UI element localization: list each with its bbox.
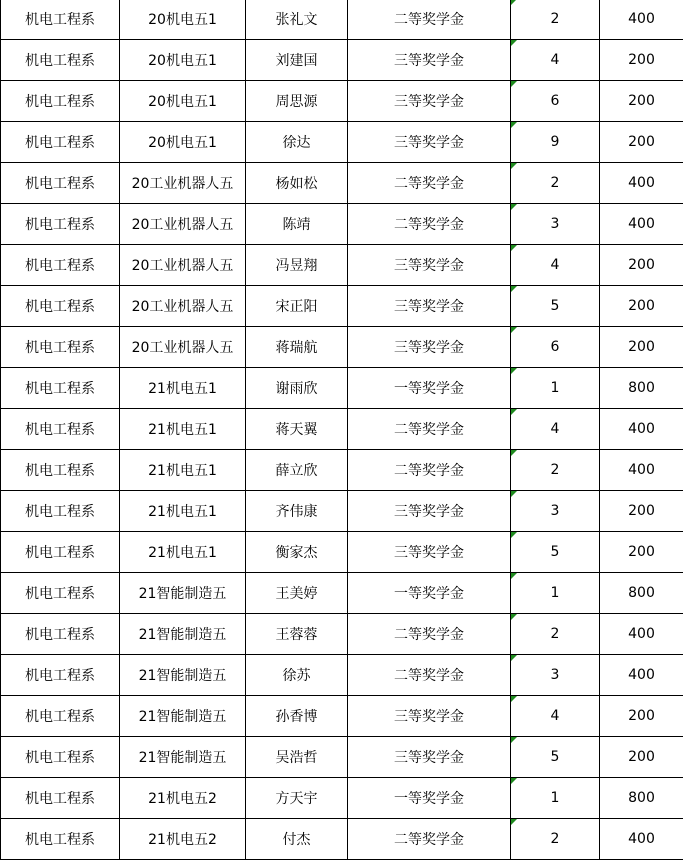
table-row: [1, 286, 683, 327]
rank-cell-text: 5: [550, 749, 560, 765]
class-cell[interactable]: [120, 409, 246, 450]
amount-cell[interactable]: [600, 0, 683, 40]
student-name-cell-text: 衡家杰: [275, 545, 318, 561]
department-cell-text: 机电工程系: [25, 340, 95, 356]
table-row: [1, 532, 683, 573]
department-cell-text: 机电工程系: [25, 381, 95, 397]
class-cell-text: 21机电五2: [148, 791, 217, 807]
table-row: [1, 655, 683, 696]
class-cell-text: 21智能制造五: [138, 709, 227, 725]
student-name-cell[interactable]: [246, 368, 348, 409]
department-cell[interactable]: [1, 368, 120, 409]
class-cell-text: 21智能制造五: [138, 750, 227, 766]
student-name-cell[interactable]: [246, 122, 348, 163]
number-stored-as-text-indicator: [511, 0, 517, 5]
award-cell-text: 二等奖学金: [394, 12, 464, 28]
class-cell-text: 20工业机器人五: [131, 340, 234, 356]
amount-cell-text: 200: [628, 708, 655, 724]
student-name-cell[interactable]: [246, 40, 348, 81]
department-cell-text: 机电工程系: [25, 627, 95, 643]
table-row: [1, 737, 683, 778]
amount-cell[interactable]: [600, 245, 683, 286]
award-cell[interactable]: [348, 778, 511, 819]
award-cell-text: 一等奖学金: [394, 586, 464, 602]
class-cell-text: 21机电五1: [148, 545, 217, 561]
class-cell[interactable]: [120, 491, 246, 532]
rank-cell-text: 1: [550, 585, 560, 601]
student-name-cell-text: 冯昱翔: [275, 258, 318, 274]
department-cell-text: 机电工程系: [25, 94, 95, 110]
amount-cell-text: 200: [628, 503, 655, 519]
award-cell[interactable]: [348, 245, 511, 286]
department-cell-text: 机电工程系: [25, 217, 95, 233]
department-cell-text: 机电工程系: [25, 791, 95, 807]
award-cell-text: 三等奖学金: [394, 53, 464, 69]
award-cell[interactable]: [348, 450, 511, 491]
award-cell-text: 三等奖学金: [394, 94, 464, 110]
number-stored-as-text-indicator: [511, 491, 517, 497]
award-cell-text: 二等奖学金: [394, 463, 464, 479]
department-cell[interactable]: [1, 81, 120, 122]
amount-cell-text: 200: [628, 339, 655, 355]
student-name-cell[interactable]: [246, 450, 348, 491]
number-stored-as-text-indicator: [511, 450, 517, 456]
amount-cell-text: 200: [628, 134, 655, 150]
amount-cell-text: 400: [628, 175, 655, 191]
department-cell-text: 机电工程系: [25, 176, 95, 192]
class-cell[interactable]: [120, 450, 246, 491]
department-cell[interactable]: [1, 286, 120, 327]
class-cell[interactable]: [120, 40, 246, 81]
department-cell-text: 机电工程系: [25, 135, 95, 151]
student-name-cell[interactable]: [246, 0, 348, 40]
rank-cell-text: 4: [550, 52, 560, 68]
award-cell-text: 三等奖学金: [394, 299, 464, 315]
student-name-cell-text: 宋正阳: [275, 299, 318, 315]
award-cell-text: 三等奖学金: [394, 545, 464, 561]
table-row: [1, 614, 683, 655]
number-stored-as-text-indicator: [511, 122, 517, 128]
student-name-cell-text: 谢雨欣: [275, 381, 318, 397]
student-name-cell[interactable]: [246, 409, 348, 450]
amount-cell[interactable]: [600, 614, 683, 655]
number-stored-as-text-indicator: [511, 286, 517, 292]
rank-cell-text: 9: [550, 134, 560, 150]
amount-cell-text: 400: [628, 462, 655, 478]
table-row: [1, 0, 683, 40]
number-stored-as-text-indicator: [511, 696, 517, 702]
amount-cell[interactable]: [600, 696, 683, 737]
department-cell[interactable]: [1, 204, 120, 245]
student-name-cell-text: 吴浩哲: [275, 750, 318, 766]
amount-cell[interactable]: [600, 409, 683, 450]
student-name-cell-text: 杨如松: [275, 176, 318, 192]
department-cell[interactable]: [1, 573, 120, 614]
number-stored-as-text-indicator: [511, 614, 517, 620]
rank-cell-text: 5: [550, 298, 560, 314]
class-cell-text: 21智能制造五: [138, 668, 227, 684]
amount-cell-text: 200: [628, 52, 655, 68]
amount-cell-text: 200: [628, 544, 655, 560]
class-cell-text: 20机电五1: [148, 135, 217, 151]
award-cell-text: 三等奖学金: [394, 258, 464, 274]
student-name-cell-text: 刘建国: [275, 53, 318, 69]
student-name-cell[interactable]: [246, 245, 348, 286]
award-cell[interactable]: [348, 819, 511, 860]
amount-cell[interactable]: [600, 778, 683, 819]
rank-cell[interactable]: [511, 614, 600, 655]
amount-cell[interactable]: [600, 491, 683, 532]
rank-cell[interactable]: [511, 327, 600, 368]
rank-cell[interactable]: [511, 368, 600, 409]
student-name-cell-text: 张礼文: [275, 12, 318, 28]
amount-cell[interactable]: [600, 450, 683, 491]
rank-cell[interactable]: [511, 819, 600, 860]
table-body: [1, 0, 683, 860]
number-stored-as-text-indicator: [511, 163, 517, 169]
department-cell[interactable]: [1, 122, 120, 163]
department-cell-text: 机电工程系: [25, 504, 95, 520]
class-cell[interactable]: [120, 327, 246, 368]
class-cell[interactable]: [120, 368, 246, 409]
amount-cell[interactable]: [600, 573, 683, 614]
rank-cell-text: 3: [550, 503, 560, 519]
award-cell[interactable]: [348, 81, 511, 122]
number-stored-as-text-indicator: [511, 81, 517, 87]
class-cell-text: 20工业机器人五: [131, 217, 234, 233]
table-row: [1, 491, 683, 532]
number-stored-as-text-indicator: [511, 573, 517, 579]
amount-cell-text: 200: [628, 749, 655, 765]
rank-cell-text: 2: [550, 11, 560, 27]
department-cell-text: 机电工程系: [25, 422, 95, 438]
student-name-cell[interactable]: [246, 737, 348, 778]
class-cell[interactable]: [120, 163, 246, 204]
rank-cell[interactable]: [511, 737, 600, 778]
class-cell-text: 20机电五1: [148, 94, 217, 110]
rank-cell[interactable]: [511, 0, 600, 40]
table-row: [1, 122, 683, 163]
amount-cell[interactable]: [600, 286, 683, 327]
department-cell-text: 机电工程系: [25, 463, 95, 479]
rank-cell[interactable]: [511, 122, 600, 163]
student-name-cell-text: 陈靖: [282, 217, 311, 233]
table-row: [1, 778, 683, 819]
amount-cell-text: 400: [628, 626, 655, 642]
award-cell[interactable]: [348, 122, 511, 163]
class-cell-text: 20机电五1: [148, 53, 217, 69]
amount-cell[interactable]: [600, 81, 683, 122]
amount-cell-text: 400: [628, 831, 655, 847]
department-cell-text: 机电工程系: [25, 545, 95, 561]
rank-cell-text: 2: [550, 175, 560, 191]
award-cell[interactable]: [348, 204, 511, 245]
class-cell-text: 20机电五1: [148, 12, 217, 28]
number-stored-as-text-indicator: [511, 532, 517, 538]
amount-cell-text: 800: [628, 790, 655, 806]
student-name-cell[interactable]: [246, 696, 348, 737]
table-row: [1, 450, 683, 491]
rank-cell[interactable]: [511, 245, 600, 286]
class-cell-text: 21机电五1: [148, 463, 217, 479]
award-cell-text: 二等奖学金: [394, 627, 464, 643]
amount-cell-text: 200: [628, 257, 655, 273]
student-name-cell[interactable]: [246, 573, 348, 614]
class-cell[interactable]: [120, 204, 246, 245]
rank-cell-text: 5: [550, 544, 560, 560]
department-cell[interactable]: [1, 696, 120, 737]
rank-cell[interactable]: [511, 696, 600, 737]
class-cell-text: 20工业机器人五: [131, 299, 234, 315]
department-cell-text: 机电工程系: [25, 668, 95, 684]
student-name-cell-text: 方天宇: [275, 791, 318, 807]
amount-cell-text: 400: [628, 421, 655, 437]
department-cell[interactable]: [1, 0, 120, 40]
class-cell[interactable]: [120, 614, 246, 655]
award-cell-text: 一等奖学金: [394, 381, 464, 397]
class-cell[interactable]: [120, 655, 246, 696]
rank-cell[interactable]: [511, 81, 600, 122]
amount-cell[interactable]: [600, 819, 683, 860]
rank-cell-text: 2: [550, 626, 560, 642]
student-name-cell-text: 周思源: [275, 94, 318, 110]
number-stored-as-text-indicator: [511, 327, 517, 333]
rank-cell[interactable]: [511, 532, 600, 573]
amount-cell[interactable]: [600, 40, 683, 81]
amount-cell[interactable]: [600, 327, 683, 368]
department-cell[interactable]: [1, 491, 120, 532]
amount-cell[interactable]: [600, 122, 683, 163]
amount-cell-text: 800: [628, 585, 655, 601]
department-cell[interactable]: [1, 614, 120, 655]
rank-cell-text: 2: [550, 462, 560, 478]
rank-cell[interactable]: [511, 655, 600, 696]
rank-cell-text: 4: [550, 708, 560, 724]
class-cell-text: 21智能制造五: [138, 586, 227, 602]
rank-cell-text: 4: [550, 421, 560, 437]
student-name-cell-text: 孙香博: [275, 709, 318, 725]
award-cell[interactable]: [348, 368, 511, 409]
table-row: [1, 819, 683, 860]
department-cell-text: 机电工程系: [25, 299, 95, 315]
student-name-cell-text: 王蓉蓉: [275, 627, 318, 643]
award-cell-text: 三等奖学金: [394, 340, 464, 356]
award-cell-text: 二等奖学金: [394, 217, 464, 233]
rank-cell[interactable]: [511, 573, 600, 614]
table-row: [1, 573, 683, 614]
class-cell[interactable]: [120, 778, 246, 819]
rank-cell-text: 6: [550, 339, 560, 355]
department-cell[interactable]: [1, 737, 120, 778]
award-cell-text: 二等奖学金: [394, 422, 464, 438]
department-cell-text: 机电工程系: [25, 750, 95, 766]
number-stored-as-text-indicator: [511, 368, 517, 374]
student-name-cell-text: 王美婷: [275, 586, 318, 602]
class-cell[interactable]: [120, 0, 246, 40]
department-cell[interactable]: [1, 532, 120, 573]
department-cell[interactable]: [1, 450, 120, 491]
student-name-cell-text: 徐达: [282, 135, 311, 151]
amount-cell-text: 400: [628, 667, 655, 683]
rank-cell-text: 6: [550, 93, 560, 109]
rank-cell-text: 3: [550, 216, 560, 232]
amount-cell[interactable]: [600, 737, 683, 778]
student-name-cell[interactable]: [246, 327, 348, 368]
department-cell-text: 机电工程系: [25, 832, 95, 848]
number-stored-as-text-indicator: [511, 40, 517, 46]
department-cell-text: 机电工程系: [25, 12, 95, 28]
number-stored-as-text-indicator: [511, 778, 517, 784]
award-cell[interactable]: [348, 573, 511, 614]
amount-cell[interactable]: [600, 655, 683, 696]
rank-cell[interactable]: [511, 778, 600, 819]
student-name-cell[interactable]: [246, 286, 348, 327]
student-name-cell[interactable]: [246, 81, 348, 122]
student-name-cell[interactable]: [246, 491, 348, 532]
department-cell[interactable]: [1, 163, 120, 204]
department-cell-text: 机电工程系: [25, 709, 95, 725]
number-stored-as-text-indicator: [511, 409, 517, 415]
award-cell-text: 一等奖学金: [394, 791, 464, 807]
student-name-cell[interactable]: [246, 204, 348, 245]
student-name-cell[interactable]: [246, 819, 348, 860]
student-name-cell-text: 蒋天翼: [275, 422, 318, 438]
student-name-cell[interactable]: [246, 163, 348, 204]
award-cell[interactable]: [348, 0, 511, 40]
class-cell[interactable]: [120, 532, 246, 573]
award-cell-text: 三等奖学金: [394, 135, 464, 151]
amount-cell-text: 800: [628, 380, 655, 396]
student-name-cell[interactable]: [246, 614, 348, 655]
rank-cell[interactable]: [511, 40, 600, 81]
table-row: [1, 409, 683, 450]
award-cell[interactable]: [348, 696, 511, 737]
rank-cell[interactable]: [511, 163, 600, 204]
table-row: [1, 163, 683, 204]
award-cell[interactable]: [348, 40, 511, 81]
award-cell-text: 二等奖学金: [394, 832, 464, 848]
department-cell[interactable]: [1, 409, 120, 450]
award-cell-text: 三等奖学金: [394, 750, 464, 766]
amount-cell-text: 200: [628, 298, 655, 314]
rank-cell[interactable]: [511, 409, 600, 450]
student-name-cell-text: 蒋瑞航: [275, 340, 318, 356]
award-cell-text: 二等奖学金: [394, 668, 464, 684]
rank-cell[interactable]: [511, 286, 600, 327]
department-cell-text: 机电工程系: [25, 586, 95, 602]
table-row: [1, 245, 683, 286]
rank-cell-text: 1: [550, 790, 560, 806]
department-cell[interactable]: [1, 245, 120, 286]
class-cell[interactable]: [120, 245, 246, 286]
class-cell-text: 21机电五1: [148, 504, 217, 520]
amount-cell-text: 200: [628, 93, 655, 109]
department-cell-text: 机电工程系: [25, 258, 95, 274]
class-cell[interactable]: [120, 286, 246, 327]
rank-cell-text: 3: [550, 667, 560, 683]
number-stored-as-text-indicator: [511, 737, 517, 743]
class-cell-text: 21智能制造五: [138, 627, 227, 643]
table-row: [1, 81, 683, 122]
rank-cell[interactable]: [511, 450, 600, 491]
department-cell[interactable]: [1, 819, 120, 860]
amount-cell[interactable]: [600, 532, 683, 573]
department-cell[interactable]: [1, 40, 120, 81]
rank-cell[interactable]: [511, 204, 600, 245]
award-cell[interactable]: [348, 655, 511, 696]
class-cell[interactable]: [120, 696, 246, 737]
class-cell-text: 21机电五2: [148, 832, 217, 848]
award-cell[interactable]: [348, 327, 511, 368]
award-cell-text: 三等奖学金: [394, 709, 464, 725]
department-cell[interactable]: [1, 778, 120, 819]
class-cell-text: 20工业机器人五: [131, 176, 234, 192]
amount-cell[interactable]: [600, 368, 683, 409]
rank-cell-text: 4: [550, 257, 560, 273]
student-name-cell-text: 薛立欣: [275, 463, 318, 479]
department-cell[interactable]: [1, 327, 120, 368]
student-name-cell[interactable]: [246, 655, 348, 696]
student-name-cell-text: 徐苏: [282, 668, 311, 684]
department-cell[interactable]: [1, 655, 120, 696]
amount-cell[interactable]: [600, 163, 683, 204]
award-cell[interactable]: [348, 614, 511, 655]
table-row: [1, 696, 683, 737]
table-row: [1, 327, 683, 368]
award-cell-text: 三等奖学金: [394, 504, 464, 520]
number-stored-as-text-indicator: [511, 204, 517, 210]
amount-cell-text: 400: [628, 216, 655, 232]
amount-cell-text: 400: [628, 11, 655, 27]
class-cell-text: 21机电五1: [148, 381, 217, 397]
student-name-cell-text: 付杰: [282, 832, 311, 848]
award-cell[interactable]: [348, 286, 511, 327]
award-cell-text: 二等奖学金: [394, 176, 464, 192]
number-stored-as-text-indicator: [511, 655, 517, 661]
class-cell[interactable]: [120, 573, 246, 614]
award-cell[interactable]: [348, 532, 511, 573]
rank-cell-text: 1: [550, 380, 560, 396]
rank-cell[interactable]: [511, 491, 600, 532]
class-cell[interactable]: [120, 81, 246, 122]
student-name-cell[interactable]: [246, 778, 348, 819]
award-cell[interactable]: [348, 409, 511, 450]
number-stored-as-text-indicator: [511, 245, 517, 251]
table-row: [1, 204, 683, 245]
table-row: [1, 368, 683, 409]
student-name-cell-text: 齐伟康: [275, 504, 318, 520]
number-stored-as-text-indicator: [511, 819, 517, 825]
rank-cell-text: 2: [550, 831, 560, 847]
table-row: [1, 40, 683, 81]
class-cell[interactable]: [120, 122, 246, 163]
student-name-cell[interactable]: [246, 532, 348, 573]
amount-cell[interactable]: [600, 204, 683, 245]
class-cell[interactable]: [120, 819, 246, 860]
class-cell-text: 20工业机器人五: [131, 258, 234, 274]
award-cell[interactable]: [348, 163, 511, 204]
award-cell[interactable]: [348, 737, 511, 778]
class-cell[interactable]: [120, 737, 246, 778]
department-cell-text: 机电工程系: [25, 53, 95, 69]
class-cell-text: 21机电五1: [148, 422, 217, 438]
award-cell[interactable]: [348, 491, 511, 532]
